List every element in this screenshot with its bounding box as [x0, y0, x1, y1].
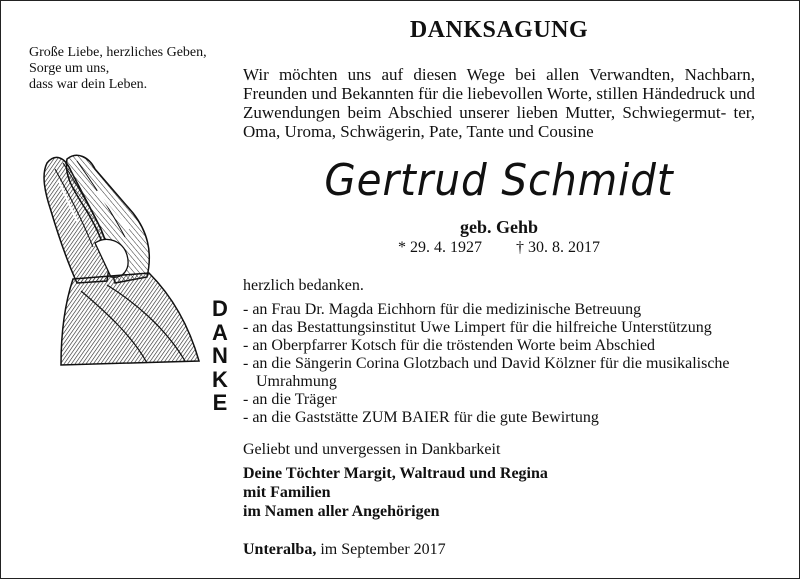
list-item: - an Frau Dr. Magda Eichhorn für die medizinische Betreuung: [243, 301, 642, 318]
list-item: - an die Gaststätte ZUM BAIER für die gute Bewirtung: [243, 409, 599, 426]
danke-letter: K: [212, 366, 228, 392]
life-dates: [243, 239, 755, 257]
intro-text: Wir möchten uns auf diesen Wege bei allen Verwandten, Nachbarn, Freunden und Bekannten für die liebevollen Worte, stillen Händedruck und Zuwendungen beim Abschied unserer lieben Mutter, Schwiegermut- ter, Oma, Uroma, Schwägerin, Pate, Tante und Cousine: [243, 65, 755, 141]
heading: DANKSAGUNG: [409, 17, 589, 43]
deceased-name: Gertrud Schmidt: [324, 155, 674, 206]
poem-line: dass war dein Leben.: [29, 77, 148, 92]
danke-vertical: [207, 297, 233, 415]
maiden-name: geb. Gehb: [459, 217, 538, 237]
signers: [243, 464, 548, 521]
danke-letter: N: [212, 343, 228, 368]
thanks-list: [243, 301, 773, 427]
praying-hands-icon: [37, 151, 205, 373]
poem: [29, 45, 207, 93]
birth-date: * 29. 4. 1927: [398, 239, 482, 256]
thanks-line: herzlich bedanken.: [243, 277, 364, 294]
list-item: - an die Träger: [243, 391, 337, 408]
place-month: im September 2017: [316, 541, 446, 558]
signer-line: Deine Töchter Margit, Waltraud und Regina: [243, 465, 548, 482]
danke-letter: A: [212, 319, 228, 345]
death-date: † 30. 8. 2017: [516, 239, 600, 256]
poem-line: Große Liebe, herzliches Geben,: [29, 45, 207, 60]
poem-line: Sorge um uns,: [29, 61, 110, 76]
place-date: [243, 541, 446, 559]
list-item: - an Oberpfarrer Kotsch für die tröstenden Worte beim Abschied: [243, 337, 656, 354]
remembrance-line: Geliebt und unvergessen in Dankbarkeit: [243, 441, 501, 458]
list-item: - an die Sängerin Corina Glotzbach und David Kölzner für die musikalische Umrahmung: [243, 355, 730, 390]
signer-line: mit Familien: [243, 484, 331, 501]
danke-letter: E: [212, 390, 228, 415]
danke-letter: D: [212, 296, 228, 321]
signer-line: im Namen aller Angehörigen: [243, 503, 440, 520]
list-item: - an das Bestattungsinstitut Uwe Limpert für die hilfreiche Unterstützung: [243, 319, 712, 336]
place-town: Unteralba,: [243, 541, 317, 558]
